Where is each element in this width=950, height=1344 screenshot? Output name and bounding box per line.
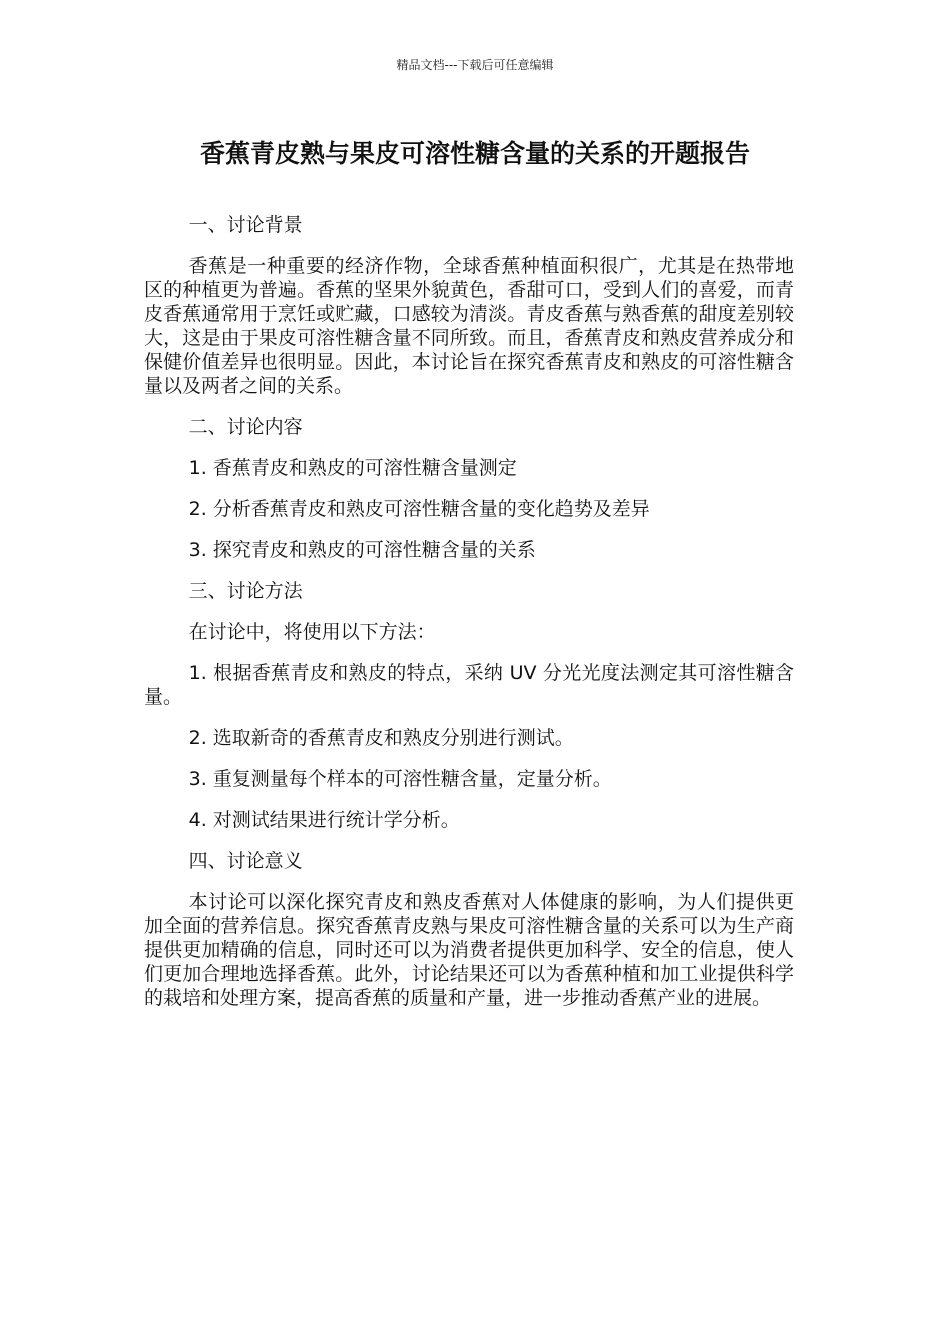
list-item-method-4: 4. 对测试结果进行统计学分析。	[188, 809, 460, 831]
paragraph-methods-intro: 在讨论中，将使用以下方法：	[188, 621, 436, 643]
list-item-content-1: 1. 香蕉青皮和熟皮的可溶性糖含量测定	[188, 457, 517, 479]
list-item-method-2: 2. 选取新奇的香蕉青皮和熟皮分别进行测试。	[188, 727, 574, 749]
section-heading-content: 二、讨论内容	[188, 416, 303, 438]
section-heading-background: 一、讨论背景	[188, 214, 303, 236]
list-item-content-3: 3. 探究青皮和熟皮的可溶性糖含量的关系	[188, 539, 536, 561]
section-heading-significance: 四、讨论意义	[188, 850, 303, 872]
list-item-method-3: 3. 重复测量每个样本的可溶性糖含量，定量分析。	[188, 768, 612, 790]
header-note: 精品文档---下载后可任意编辑	[396, 58, 554, 72]
section-heading-methods: 三、讨论方法	[188, 580, 303, 602]
paragraph-significance: 本讨论可以深化探究青皮和熟皮香蕉对人体健康的影响，为人们提供更加全面的营养信息。探究香蕉青皮熟与果皮可溶性糖含量的关系可以为生产商提供更加精确的信息，同时还可以为消费者提供更加科学、安全的信息，使人们更加合理地选择香蕉。此外，讨论结果还可以为香蕉种植和加工业提供科学的栽培和处理方案，提高香蕉的质量和产量，进一步推动香蕉产业的进展。	[144, 891, 794, 1009]
document-title: 香蕉青皮熟与果皮可溶性糖含量的关系的开题报告	[199, 139, 750, 168]
list-item-content-2: 2. 分析香蕉青皮和熟皮可溶性糖含量的变化趋势及差异	[188, 498, 650, 520]
paragraph-background: 香蕉是一种重要的经济作物，全球香蕉种植面积很广，尤其是在热带地区的种植更为普遍。香蕉的坚果外貌黄色，香甜可口，受到人们的喜爱，而青皮香蕉通常用于烹饪或贮藏，口感较为清淡。青皮香蕉与熟香蕉的甜度差别较大，这是由于果皮可溶性糖含量不同所致。而且，香蕉青皮和熟皮营养成分和保健价值差异也很明显。因此，本讨论旨在探究香蕉青皮和熟皮的可溶性糖含量以及两者之间的关系。	[144, 255, 794, 397]
document-body	[144, 213, 794, 1027]
list-item-method-1: 1. 根据香蕉青皮和熟皮的特点，采纳 UV 分光光度法测定其可溶性糖含量。	[144, 662, 794, 708]
